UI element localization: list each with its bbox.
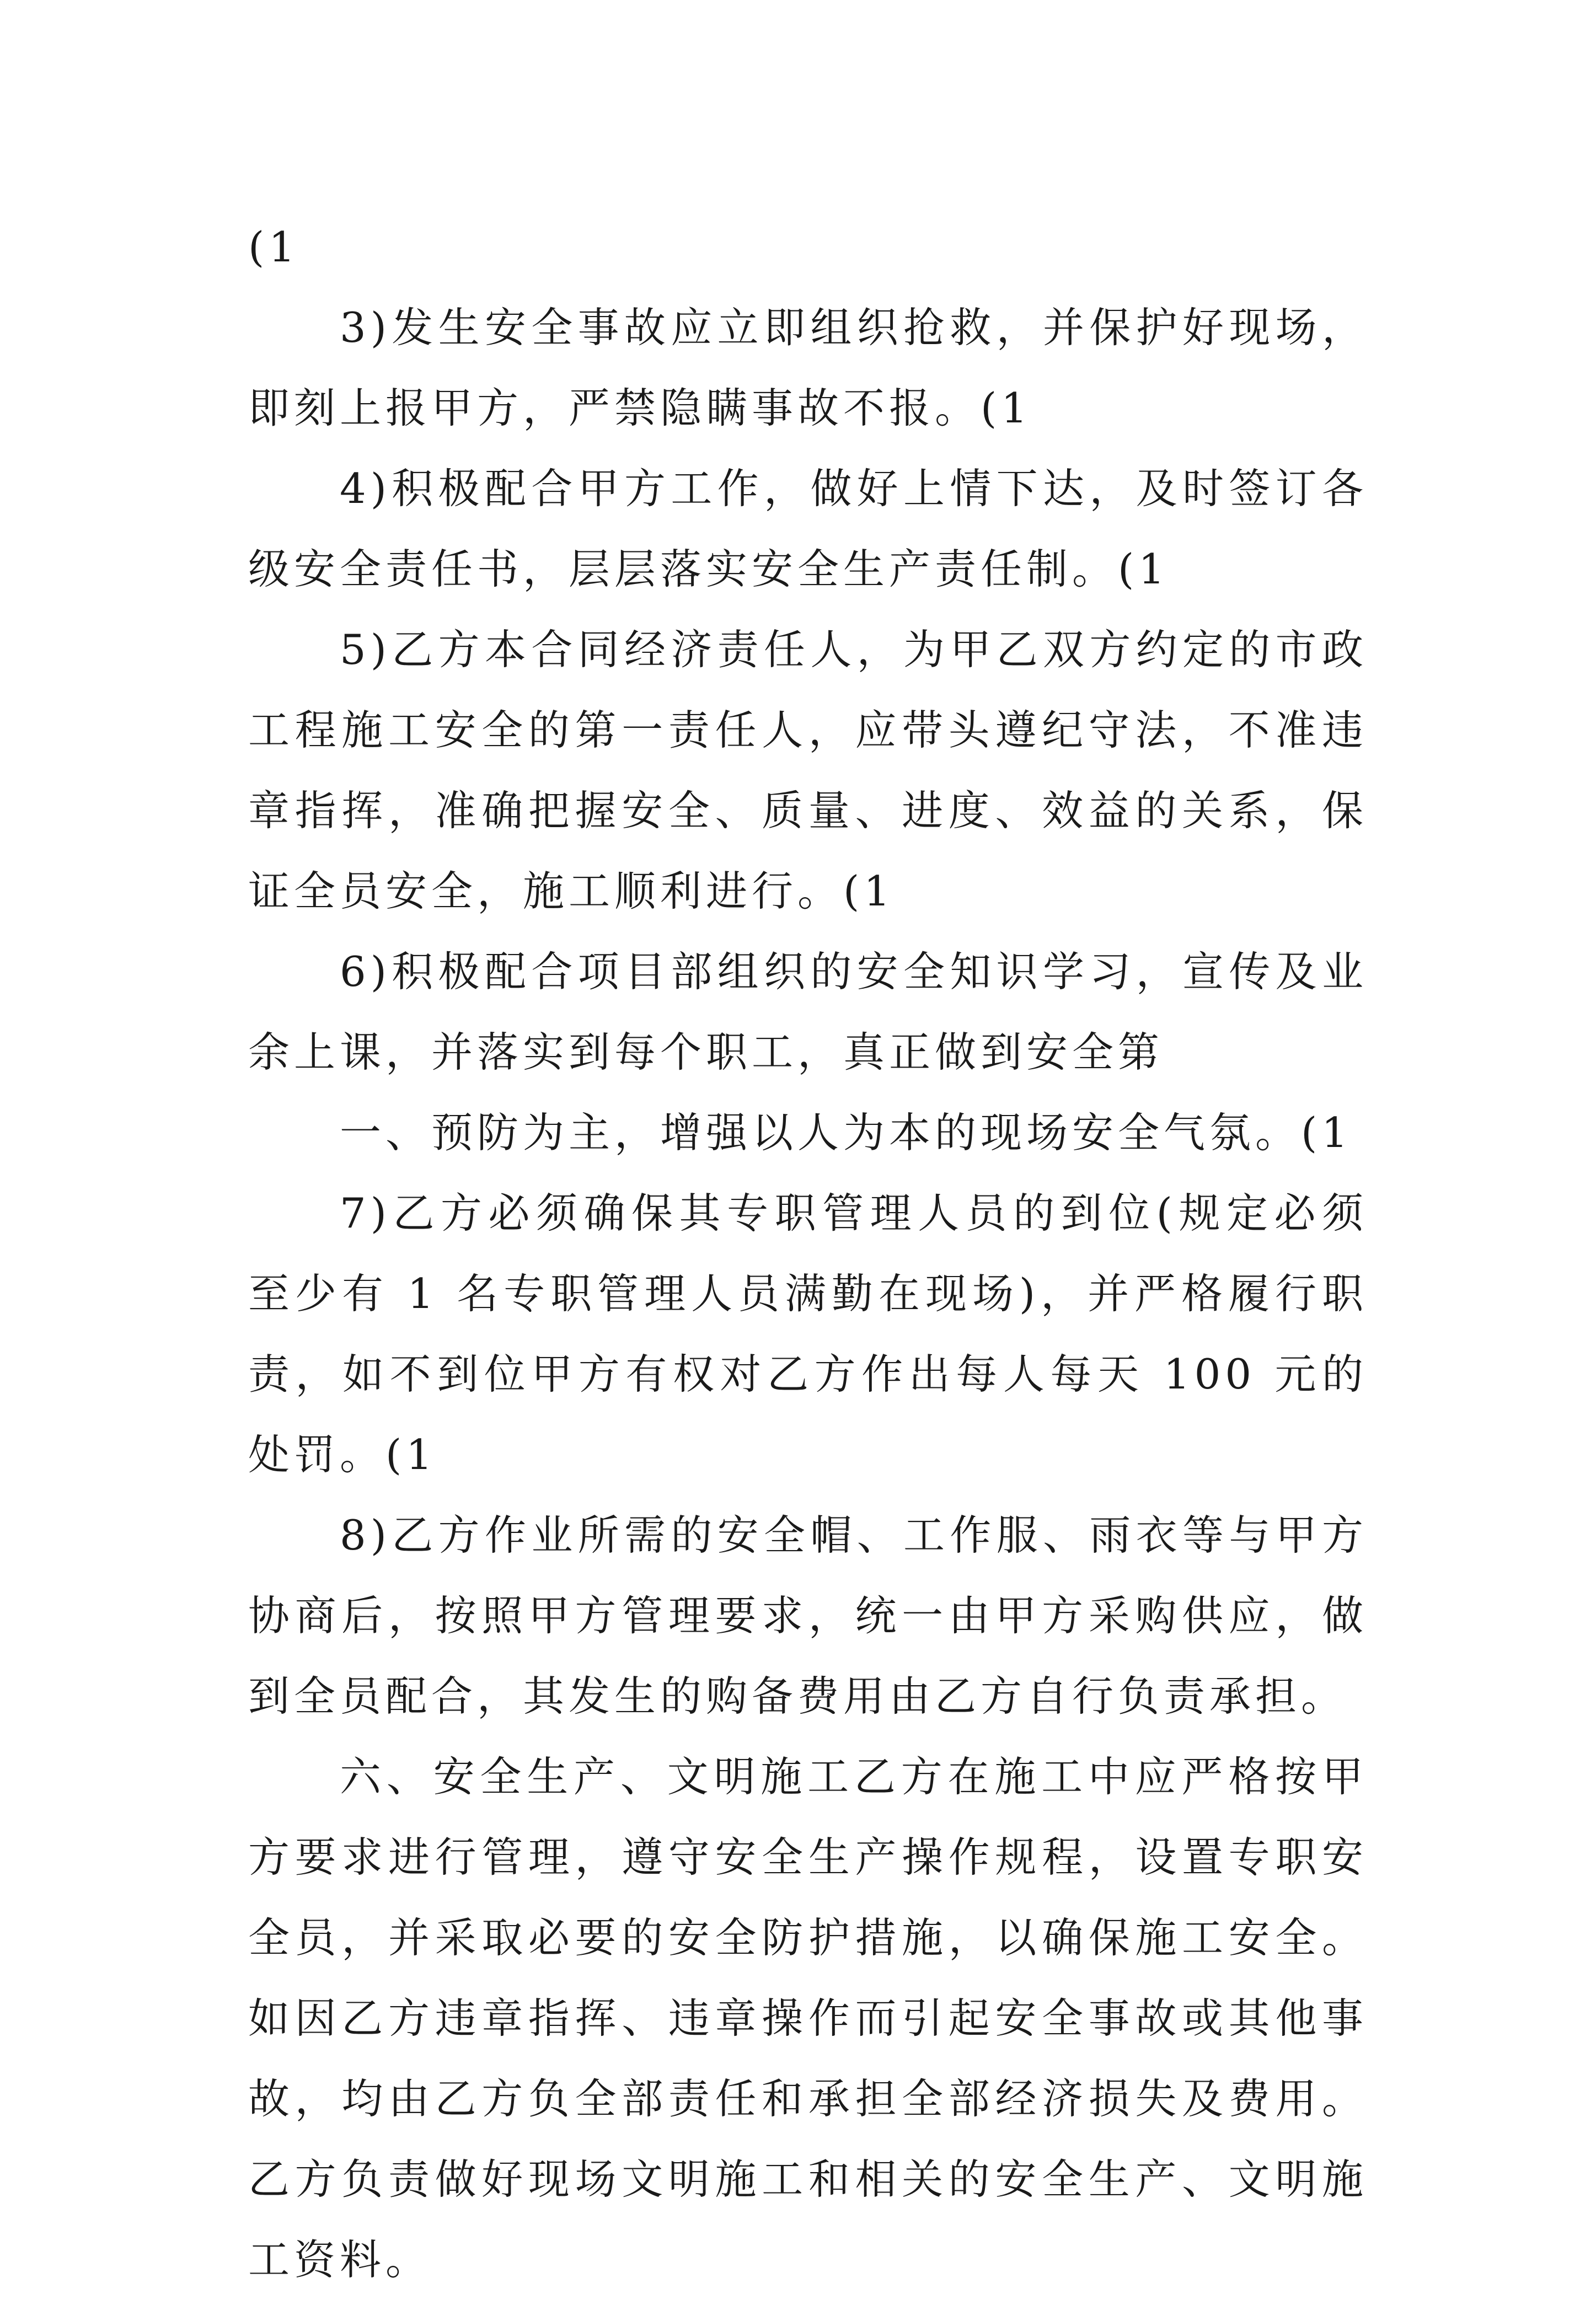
- paragraph-5: 6)积极配合项目部组织的安全知识学习，宣传及业余上课，并落实到每个职工，真正做到安全第: [248, 947, 1368, 1076]
- paragraph-6: 一、预防为主，增强以人为本的现场安全气氛。(1: [340, 1108, 1352, 1157]
- paragraph-4: 5)乙方本合同经济责任人，为甲乙双方约定的市政工程施工安全的第一责任人，应带头遵纪守法，不准违章指挥，准确把握安全、质量、进度、效益的关系，保证全员安全，施工顺利进行。(1: [248, 625, 1368, 915]
- paragraph-1: (1: [248, 223, 299, 271]
- paragraph-9: 六、安全生产、文明施工乙方在施工中应严格按甲方要求进行管理，遵守安全生产操作规程，设置专职安全员，并采取必要的安全防护措施，以确保施工安全。如因乙方违章指挥、违章操作而引起安全事故或其他事故，均由乙方负全部责任和承担全部经济损失及费用。乙方负责做好现场文明施工和相关的安全生产、文明施工资料。: [248, 1752, 1368, 2284]
- document-body: [248, 207, 1368, 2300]
- paragraph-2: 3)发生安全事故应立即组织抢救，并保护好现场，即刻上报甲方，严禁隐瞒事故不报。(1: [248, 303, 1368, 432]
- paragraph-8: 8)乙方作业所需的安全帽、工作服、雨衣等与甲方协商后，按照甲方管理要求，统一由甲方采购供应，做到全员配合，其发生的购备费用由乙方自行负责承担。: [248, 1511, 1368, 1720]
- paragraph-3: 4)积极配合甲方工作，做好上情下达，及时签订各级安全责任书，层层落实安全生产责任制。(1: [248, 464, 1368, 593]
- paragraph-7: 7)乙方必须确保其专职管理人员的到位(规定必须至少有 1 名专职管理人员满勤在现场)，并严格履行职责，如不到位甲方有权对乙方作出每人每天 100 元的处罚。(1: [248, 1189, 1368, 1479]
